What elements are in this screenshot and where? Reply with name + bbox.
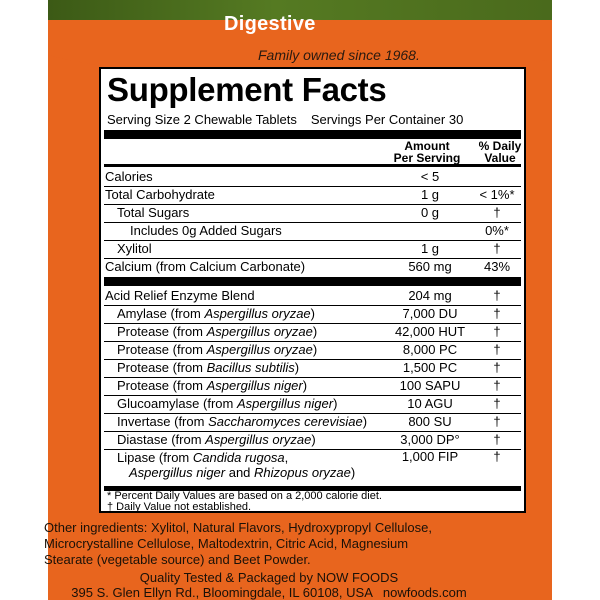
nutrient-row — [104, 258, 521, 276]
serving-size: Serving Size 2 Chewable Tablets — [107, 112, 297, 127]
enzyme-amount: 10 AGU — [407, 396, 453, 411]
lipase-row — [104, 449, 521, 485]
enzyme-row — [104, 377, 521, 396]
lipase-name: Lipase (from — [117, 450, 193, 465]
enzyme-from: (from — [172, 342, 207, 357]
lipase-and: and — [225, 465, 255, 480]
nutrient-row — [104, 186, 521, 205]
thick-rule-mid — [104, 277, 521, 286]
nutrient-dv: 0%* — [485, 223, 509, 238]
enzyme-dv: † — [493, 306, 501, 321]
blend-label: Acid Relief Enzyme Blend — [105, 288, 255, 303]
enzyme-label — [117, 413, 367, 431]
enzyme-row — [104, 359, 521, 378]
lipase-close: ) — [350, 465, 356, 480]
footnote-percent: * Percent Daily Values are based on a 2,000 calorie diet. — [107, 490, 382, 502]
other-ingredients-line: Microcrystalline Cellulose, Maltodextrin, Citric Acid, Magnesium — [44, 536, 409, 551]
blend-dv: † — [493, 288, 501, 303]
enzyme-source: Aspergillus niger — [236, 396, 334, 411]
blend-row — [104, 287, 521, 306]
company-address: 395 S. Glen Ellyn Rd., Bloomingdale, IL 60108, USA — [71, 585, 373, 600]
nutrient-amount: 1 g — [420, 241, 440, 256]
thick-rule-top — [104, 130, 521, 139]
other-ingredients-line: Stearate (vegetable source) and Beet Powder. — [44, 552, 311, 567]
nutrient-amount: 1 g — [420, 187, 440, 202]
enzyme-from: (from — [174, 414, 209, 429]
enzyme-source: Saccharomyces cerevisiae — [208, 414, 363, 429]
nutrient-row — [104, 204, 521, 223]
category-title: Digestive — [224, 13, 316, 35]
supplement-facts-box — [99, 67, 526, 513]
servings-per-container: Servings Per Container 30 — [310, 112, 464, 127]
enzyme-close: ) — [310, 306, 315, 321]
blend-amount: 204 mg — [408, 288, 452, 303]
enzyme-name: Protease — [117, 324, 170, 339]
enzyme-label — [117, 359, 299, 377]
nutrient-dv: † — [493, 205, 501, 220]
nutrient-dv: 43% — [483, 259, 511, 274]
enzyme-source: Aspergillus oryzae — [206, 324, 313, 339]
enzyme-close: ) — [333, 396, 338, 411]
enzyme-from: (from — [170, 306, 205, 321]
enzyme-label — [117, 431, 316, 449]
enzyme-label — [117, 323, 317, 341]
enzyme-name: Glucoamylase — [117, 396, 200, 411]
tagline: Family owned since 1968. — [258, 47, 420, 63]
enzyme-dv: † — [493, 432, 501, 447]
enzyme-name: Protease — [117, 342, 170, 357]
dv-header-line1: % Daily — [478, 139, 522, 153]
nutrient-row — [104, 222, 521, 241]
enzyme-from: (from — [171, 432, 206, 447]
enzyme-close: ) — [302, 378, 308, 393]
address-line — [44, 585, 494, 600]
enzyme-close: ) — [294, 360, 300, 375]
enzyme-from: (from — [203, 396, 237, 411]
label-panel — [48, 0, 552, 600]
amount-column-header — [379, 140, 475, 164]
enzyme-amount: 8,000 PC — [402, 342, 458, 357]
enzyme-amount: 3,000 DP° — [400, 432, 460, 447]
dv-column-header — [469, 140, 531, 164]
enzyme-name: Protease — [117, 360, 170, 375]
enzyme-label — [117, 341, 317, 359]
enzyme-row — [104, 431, 521, 450]
lipase-source-2: Aspergillus niger — [129, 465, 226, 480]
enzyme-source: Aspergillus oryzae — [205, 432, 312, 447]
nutrient-dv: † — [493, 241, 501, 256]
amount-header-line2: Per Serving — [393, 151, 461, 165]
nutrient-label: Total Carbohydrate — [105, 187, 215, 202]
nutrient-label: Xylitol — [117, 241, 152, 256]
enzyme-dv: † — [493, 414, 501, 429]
enzyme-amount: 800 SU — [408, 414, 452, 429]
other-ingredients-line: Other ingredients: Xylitol, Natural Flavors, Hydroxypropyl Cellulose, — [44, 520, 432, 535]
quality-statement: Quality Tested & Packaged by NOW FOODS — [139, 570, 399, 585]
enzyme-row — [104, 305, 521, 324]
amount-header-line1: Amount — [404, 139, 450, 153]
enzyme-close: ) — [362, 414, 368, 429]
enzyme-row — [104, 341, 521, 360]
facts-title: Supplement Facts — [107, 71, 387, 108]
enzyme-from: (from — [172, 324, 207, 339]
enzyme-source: Aspergillus oryzae — [204, 306, 311, 321]
enzyme-dv: † — [493, 378, 501, 393]
enzyme-label — [117, 395, 337, 413]
nutrient-label: Calcium (from Calcium Carbonate) — [105, 259, 306, 274]
footnote-dagger: † Daily Value not established. — [107, 501, 252, 513]
other-ingredients — [44, 520, 494, 568]
lipase-amount: 1,000 FIP — [401, 449, 459, 464]
lipase-source-1: Candida rugosa — [192, 450, 285, 465]
enzyme-amount: 100 SAPU — [399, 378, 461, 393]
nutrient-amount: 560 mg — [408, 259, 452, 274]
enzyme-name: Amylase — [117, 306, 167, 321]
nutrient-dv: < 1%* — [479, 187, 515, 202]
lipase-line2 — [117, 465, 355, 480]
lipase-source-3: Rhizopus oryzae — [254, 465, 351, 480]
nutrient-label: Includes 0g Added Sugars — [130, 223, 282, 238]
enzyme-row — [104, 395, 521, 414]
enzyme-from: (from — [172, 360, 207, 375]
nutrient-label: Total Sugars — [117, 205, 190, 220]
enzyme-row — [104, 413, 521, 432]
enzyme-close: ) — [312, 324, 318, 339]
enzyme-label — [117, 377, 307, 395]
enzyme-amount: 7,000 DU — [402, 306, 458, 321]
enzyme-row — [104, 323, 521, 342]
enzyme-name: Protease — [117, 378, 170, 393]
enzyme-source: Aspergillus niger — [206, 378, 303, 393]
lipase-label — [117, 450, 355, 480]
nutrient-row — [104, 168, 521, 187]
nutrient-amount: 0 g — [420, 205, 440, 220]
enzyme-source: Aspergillus oryzae — [206, 342, 313, 357]
enzyme-from: (from — [172, 378, 207, 393]
enzyme-dv: † — [493, 360, 501, 375]
lipase-dv: † — [493, 449, 501, 464]
enzyme-source: Bacillus subtilis — [206, 360, 295, 375]
enzyme-name: Diastase — [117, 432, 168, 447]
nutrient-amount: < 5 — [420, 169, 440, 184]
nutrient-label: Calories — [105, 169, 153, 184]
website-link[interactable]: nowfoods.com — [382, 585, 467, 600]
dv-header-line2: Value — [484, 151, 516, 165]
serving-line — [107, 112, 463, 127]
enzyme-dv: † — [493, 324, 501, 339]
enzyme-label — [117, 305, 315, 323]
enzyme-dv: † — [493, 342, 501, 357]
rule-under-headers — [104, 164, 521, 167]
enzyme-amount: 42,000 HUT — [394, 324, 466, 339]
nutrient-row — [104, 240, 521, 259]
enzyme-name: Invertase — [117, 414, 171, 429]
enzyme-amount: 1,500 PC — [402, 360, 458, 375]
enzyme-dv: † — [493, 396, 501, 411]
enzyme-close: ) — [311, 432, 316, 447]
lipase-comma: , — [284, 450, 289, 465]
enzyme-close: ) — [312, 342, 318, 357]
